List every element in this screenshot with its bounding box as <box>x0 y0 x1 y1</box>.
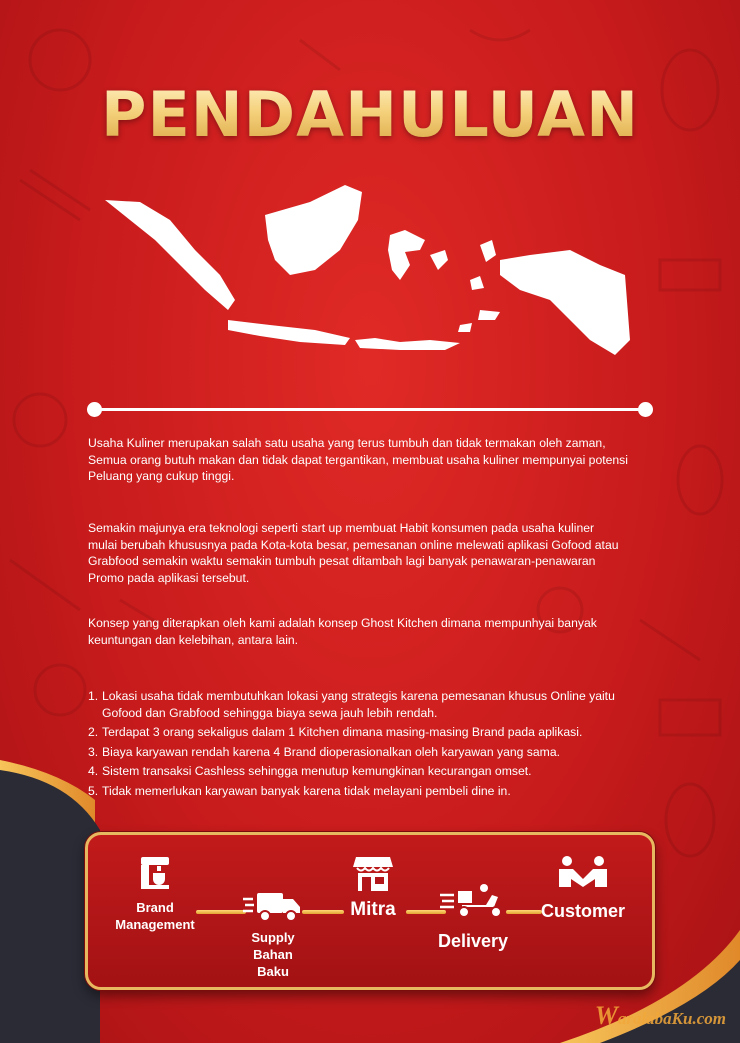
indonesia-map <box>100 180 640 380</box>
customer-label: Customer <box>540 901 625 921</box>
supply-label: Supply Bahan Baku <box>251 930 295 979</box>
advantages-list <box>88 688 668 802</box>
list-item: 3. Biaya karyawan rendah karena 4 Brand dioperasionalkan oleh karyawan yang sama. <box>88 744 560 759</box>
business-flow-panel <box>85 832 655 990</box>
list-item: 5. Tidak memerlukan karyawan banyak karena tidak melayani pembeli dine in. <box>88 783 511 798</box>
delivery-truck-icon <box>243 887 303 923</box>
mitra-label: Mitra <box>350 899 396 920</box>
decorative-divider <box>87 402 653 418</box>
mitra-node <box>338 853 408 918</box>
waralabaku-watermark: WaralabaKu.com <box>594 1001 726 1030</box>
intro-paragraph-1: Usaha Kuliner merupakan salah satu usaha yang terus tumbuh dan tidak termakan oleh zaman, Semua orang butuh makan dan tidak dapat tergantikan, membuat usaha kuliner mempunyai potensi Peluang yang cukup tinggi. <box>88 436 628 483</box>
brand-management-node <box>110 855 200 933</box>
handshake-icon <box>557 855 609 891</box>
coffee-machine-icon <box>137 855 173 891</box>
delivery-label: Delivery <box>437 931 509 951</box>
store-icon <box>353 853 393 893</box>
customer-node <box>528 855 638 920</box>
brand-management-label: Brand Management <box>115 900 195 932</box>
supply-node <box>238 887 308 980</box>
list-item: 1. Lokasi usaha tidak membutuhkan lokasi yang strategis karena pemesanan khusus Online yaitu Gofood dan Grabfood sehingga biaya sewa jauh lebih rendah. <box>88 689 615 720</box>
page-title: PENDAHULUAN <box>0 78 740 151</box>
list-item: 2. Terdapat 3 orang sekaligus dalam 1 Kitchen dimana masing-masing Brand pada aplikasi. <box>88 725 583 739</box>
intro-paragraph-3: Konsep yang diterapkan oleh kami adalah konsep Ghost Kitchen dimana mempunhyai banyak keuntungan dan kelebihan, antara lain. <box>88 616 597 647</box>
list-item: 4. Sistem transaksi Cashless sehingga menutup kemungkinan kecurangan omset. <box>88 764 532 778</box>
intro-paragraph-2: Semakin majunya era teknologi seperti start up membuat Habit konsumen pada usaha kuliner mulai berubah khususnya pada Kota-kota besar, pemesanan online melewati aplikasi Gofood atau Grabfood semakin waktu semakin tumbuh pesat ditambah lagi banyak penawaran-penawaran Promo pada aplikasi tersebut. <box>88 521 619 585</box>
delivery-scooter-icon <box>440 883 506 919</box>
delivery-node <box>433 883 513 950</box>
